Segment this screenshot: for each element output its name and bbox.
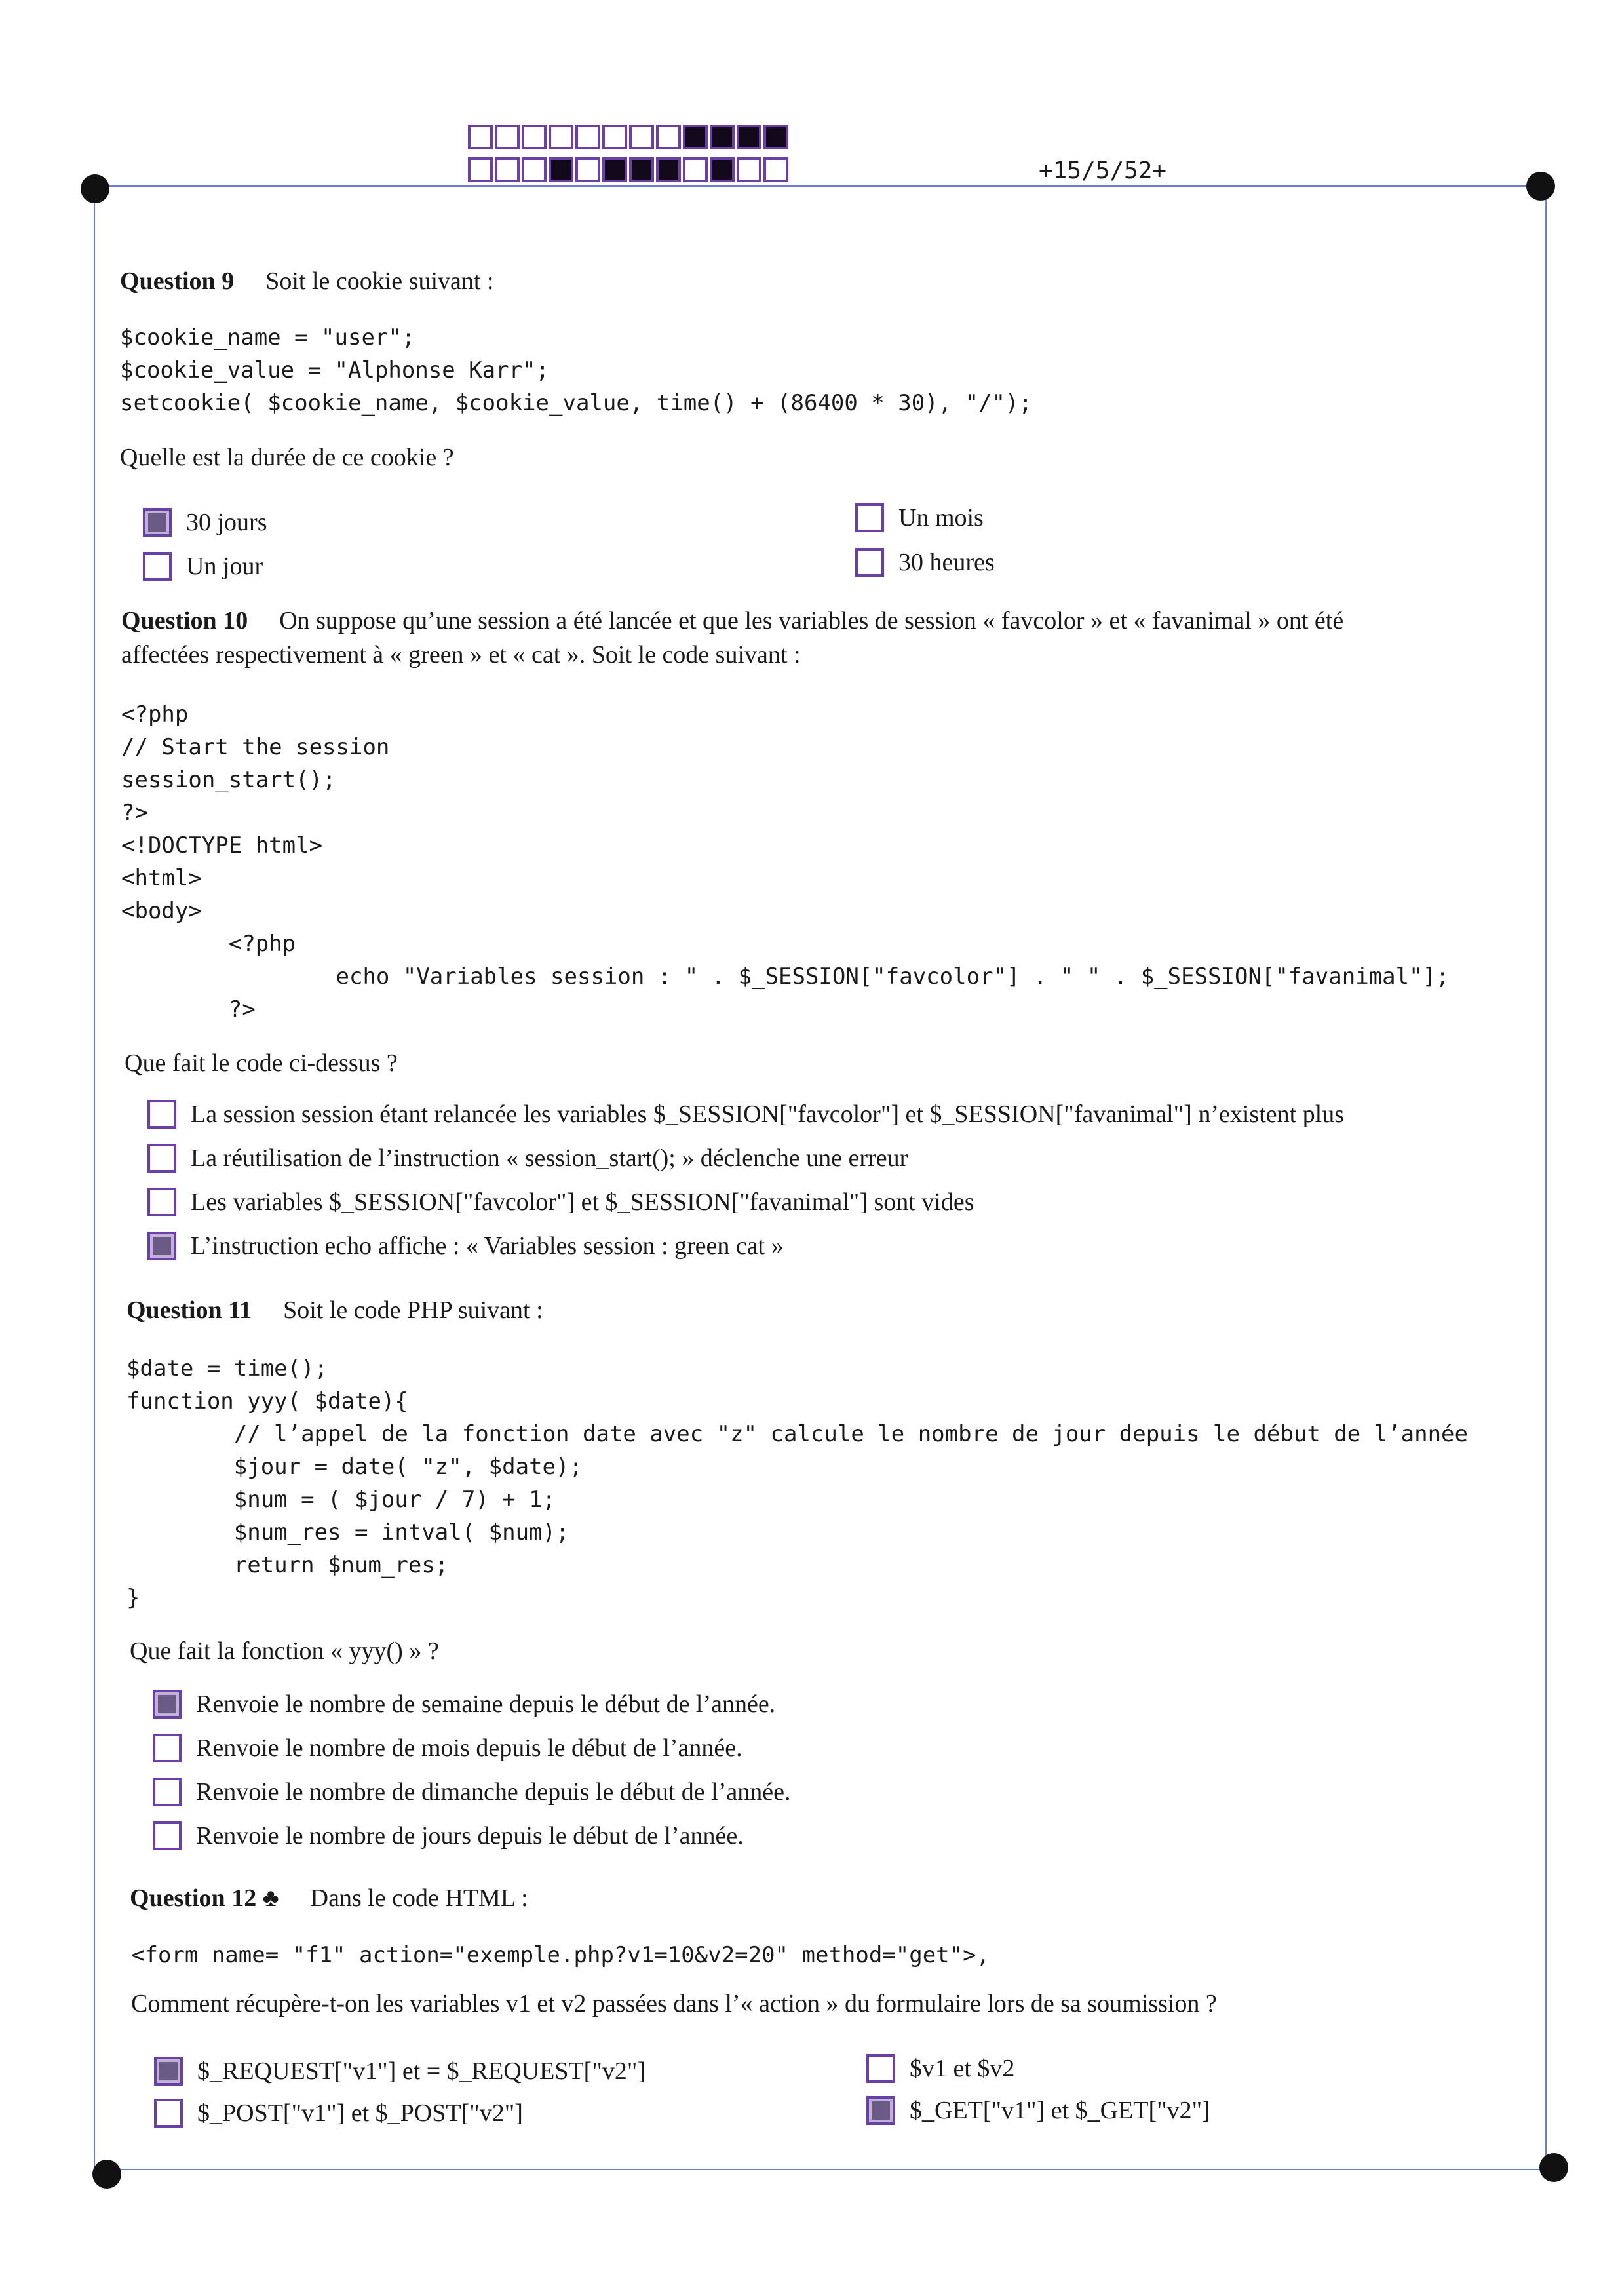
code-cell: [549, 157, 573, 182]
q12-option-4[interactable]: [866, 2096, 1210, 2125]
code-cell: [522, 125, 547, 149]
q10-option-2-checkbox[interactable]: [147, 1144, 176, 1173]
code-cell: [575, 157, 600, 182]
q12-option-3-checkbox[interactable]: [866, 2054, 895, 2083]
q9-option-4-label: 30 heures: [898, 549, 995, 576]
question-10-header: [121, 606, 1343, 635]
q9-option-3[interactable]: [855, 503, 984, 532]
question-10-intro-line-2: affectées respectivement à « green » et « cat ». Soit le code suivant :: [121, 641, 801, 669]
q12-option-2-checkbox[interactable]: [154, 2099, 183, 2128]
q9-option-4-checkbox[interactable]: [855, 548, 884, 577]
q10-option-1[interactable]: [147, 1100, 1344, 1129]
q9-option-4[interactable]: [855, 548, 995, 577]
code-cell: [468, 157, 493, 182]
code-cell: [737, 125, 761, 149]
question-12-intro: Dans le code HTML :: [310, 1884, 528, 1912]
corner-marker-bottom-right: [1539, 2153, 1568, 2182]
question-11-intro: Soit le code PHP suivant :: [283, 1296, 543, 1324]
question-11-code: $date = time(); function yyy( $date){ // l’appel de la fonction date avec "z" calcule le nombre de jour depuis le début de l’année $jour = date( "z", $date); $num = ( $jour / 7) + 1; $num_res = intval( $num); return $num_res; }: [126, 1355, 1468, 1611]
question-11-prompt: Que fait la fonction « yyy() » ?: [130, 1637, 439, 1665]
code-cell: [683, 157, 708, 182]
page-id: +15/5/52+: [1039, 157, 1167, 184]
code-cell: [495, 125, 520, 149]
binary-code-row-1: [468, 125, 790, 149]
question-12-code: <form name= "f1" action="exemple.php?v1=10&v2=20" method="get">,: [131, 1942, 990, 1968]
q10-option-1-label: La session session étant relancée les variables $_SESSION["favcolor"] et $_SESSION["favanimal"] n’existent plus: [191, 1100, 1345, 1128]
q10-option-4[interactable]: [147, 1232, 784, 1260]
code-cell: [683, 125, 708, 149]
question-9-intro: Soit le cookie suivant :: [265, 267, 494, 295]
code-cell: [656, 157, 681, 182]
q9-option-1-checkbox[interactable]: [143, 508, 172, 537]
q12-option-4-checkbox[interactable]: [866, 2096, 895, 2125]
question-12-label: Question 12 ♣: [130, 1884, 279, 1912]
question-9-header: [120, 267, 494, 296]
question-9-prompt: Quelle est la durée de ce cookie ?: [120, 444, 454, 471]
code-cell: [656, 125, 681, 149]
q10-option-3[interactable]: [147, 1188, 974, 1216]
question-10-label: Question 10: [121, 607, 248, 634]
q12-option-3-label: $v1 et $v2: [910, 2055, 1015, 2082]
q9-option-2[interactable]: [143, 552, 263, 581]
q11-option-2-label: Renvoie le nombre de mois depuis le début de l’année.: [196, 1734, 742, 1762]
q11-option-4[interactable]: [153, 1821, 744, 1850]
q10-option-4-label: L’instruction echo affiche : « Variables session : green cat »: [191, 1232, 784, 1260]
q11-option-4-checkbox[interactable]: [153, 1821, 182, 1850]
q11-option-4-label: Renvoie le nombre de jours depuis le début de l’année.: [196, 1822, 744, 1850]
code-cell: [575, 125, 600, 149]
q10-option-3-label: Les variables $_SESSION["favcolor"] et $_SESSION["favanimal"] sont vides: [191, 1188, 974, 1216]
code-cell: [763, 157, 788, 182]
question-12-prompt: Comment récupère-t-on les variables v1 et v2 passées dans l’« action » du formulaire lors de sa soumission ?: [131, 1990, 1217, 2017]
q9-option-2-label: Un jour: [186, 553, 263, 580]
question-10-intro-line-1: On suppose qu’une session a été lancée et que les variables de session « favcolor » et « favanimal » ont été: [279, 607, 1344, 634]
q9-option-1-label: 30 jours: [186, 509, 267, 536]
code-cell: [549, 125, 573, 149]
q12-option-1-checkbox[interactable]: [154, 2057, 183, 2086]
question-9-label: Question 9: [120, 267, 235, 295]
q11-option-1[interactable]: [153, 1690, 775, 1719]
question-12-header: [130, 1884, 528, 1913]
question-11-label: Question 11: [126, 1296, 252, 1324]
code-cell: [763, 125, 788, 149]
code-cell: [495, 157, 520, 182]
q11-option-2[interactable]: [153, 1734, 742, 1762]
code-cell: [629, 157, 654, 182]
q11-option-2-checkbox[interactable]: [153, 1734, 182, 1762]
q9-option-2-checkbox[interactable]: [143, 552, 172, 581]
binary-code-row-2: [468, 157, 790, 182]
q9-option-3-label: Un mois: [898, 504, 984, 532]
q12-option-2[interactable]: [154, 2099, 523, 2128]
q10-option-4-checkbox[interactable]: [147, 1232, 176, 1260]
question-10-prompt: Que fait le code ci-dessus ?: [125, 1049, 398, 1077]
question-9-code: $cookie_name = "user"; $cookie_value = "Alphonse Karr"; setcookie( $cookie_name, $cookie_value, time() + (86400 * 30), "/");: [120, 324, 1032, 416]
q9-option-1[interactable]: [143, 508, 267, 537]
q11-option-3[interactable]: [153, 1778, 790, 1806]
code-cell: [710, 157, 735, 182]
q11-option-3-checkbox[interactable]: [153, 1778, 182, 1806]
code-cell: [710, 125, 735, 149]
corner-marker-bottom-left: [92, 2160, 121, 2189]
corner-marker-top-right: [1526, 172, 1555, 201]
q11-option-1-label: Renvoie le nombre de semaine depuis le début de l’année.: [196, 1690, 776, 1718]
corner-marker-top-left: [81, 174, 109, 203]
code-cell: [629, 125, 654, 149]
q12-option-3[interactable]: [866, 2054, 1014, 2083]
q11-option-1-checkbox[interactable]: [153, 1690, 182, 1719]
question-11-header: [126, 1296, 543, 1325]
q12-option-2-label: $_POST["v1"] et $_POST["v2"]: [197, 2099, 523, 2127]
code-cell: [468, 125, 493, 149]
q9-option-3-checkbox[interactable]: [855, 503, 884, 532]
q12-option-1[interactable]: [154, 2057, 645, 2086]
code-cell: [737, 157, 761, 182]
q10-option-3-checkbox[interactable]: [147, 1188, 176, 1216]
code-cell: [522, 157, 547, 182]
q12-option-4-label: $_GET["v1"] et $_GET["v2"]: [910, 2097, 1210, 2124]
code-cell: [602, 125, 627, 149]
q12-option-1-label: $_REQUEST["v1"] et = $_REQUEST["v2"]: [197, 2057, 646, 2085]
page-frame: [94, 185, 1547, 2170]
code-cell: [602, 157, 627, 182]
q10-option-2[interactable]: [147, 1144, 908, 1173]
question-10-code: <?php // Start the session session_start(); ?> <!DOCTYPE html> <html> <body> <?php echo "Variables session : " . $_SESSION["favcolor"] . " " . $_SESSION["favanimal"]; ?>: [121, 701, 1450, 1022]
q10-option-2-label: La réutilisation de l’instruction « session_start(); » déclenche une erreur: [191, 1144, 908, 1172]
q11-option-3-label: Renvoie le nombre de dimanche depuis le début de l’année.: [196, 1778, 791, 1806]
q10-option-1-checkbox[interactable]: [147, 1100, 176, 1129]
